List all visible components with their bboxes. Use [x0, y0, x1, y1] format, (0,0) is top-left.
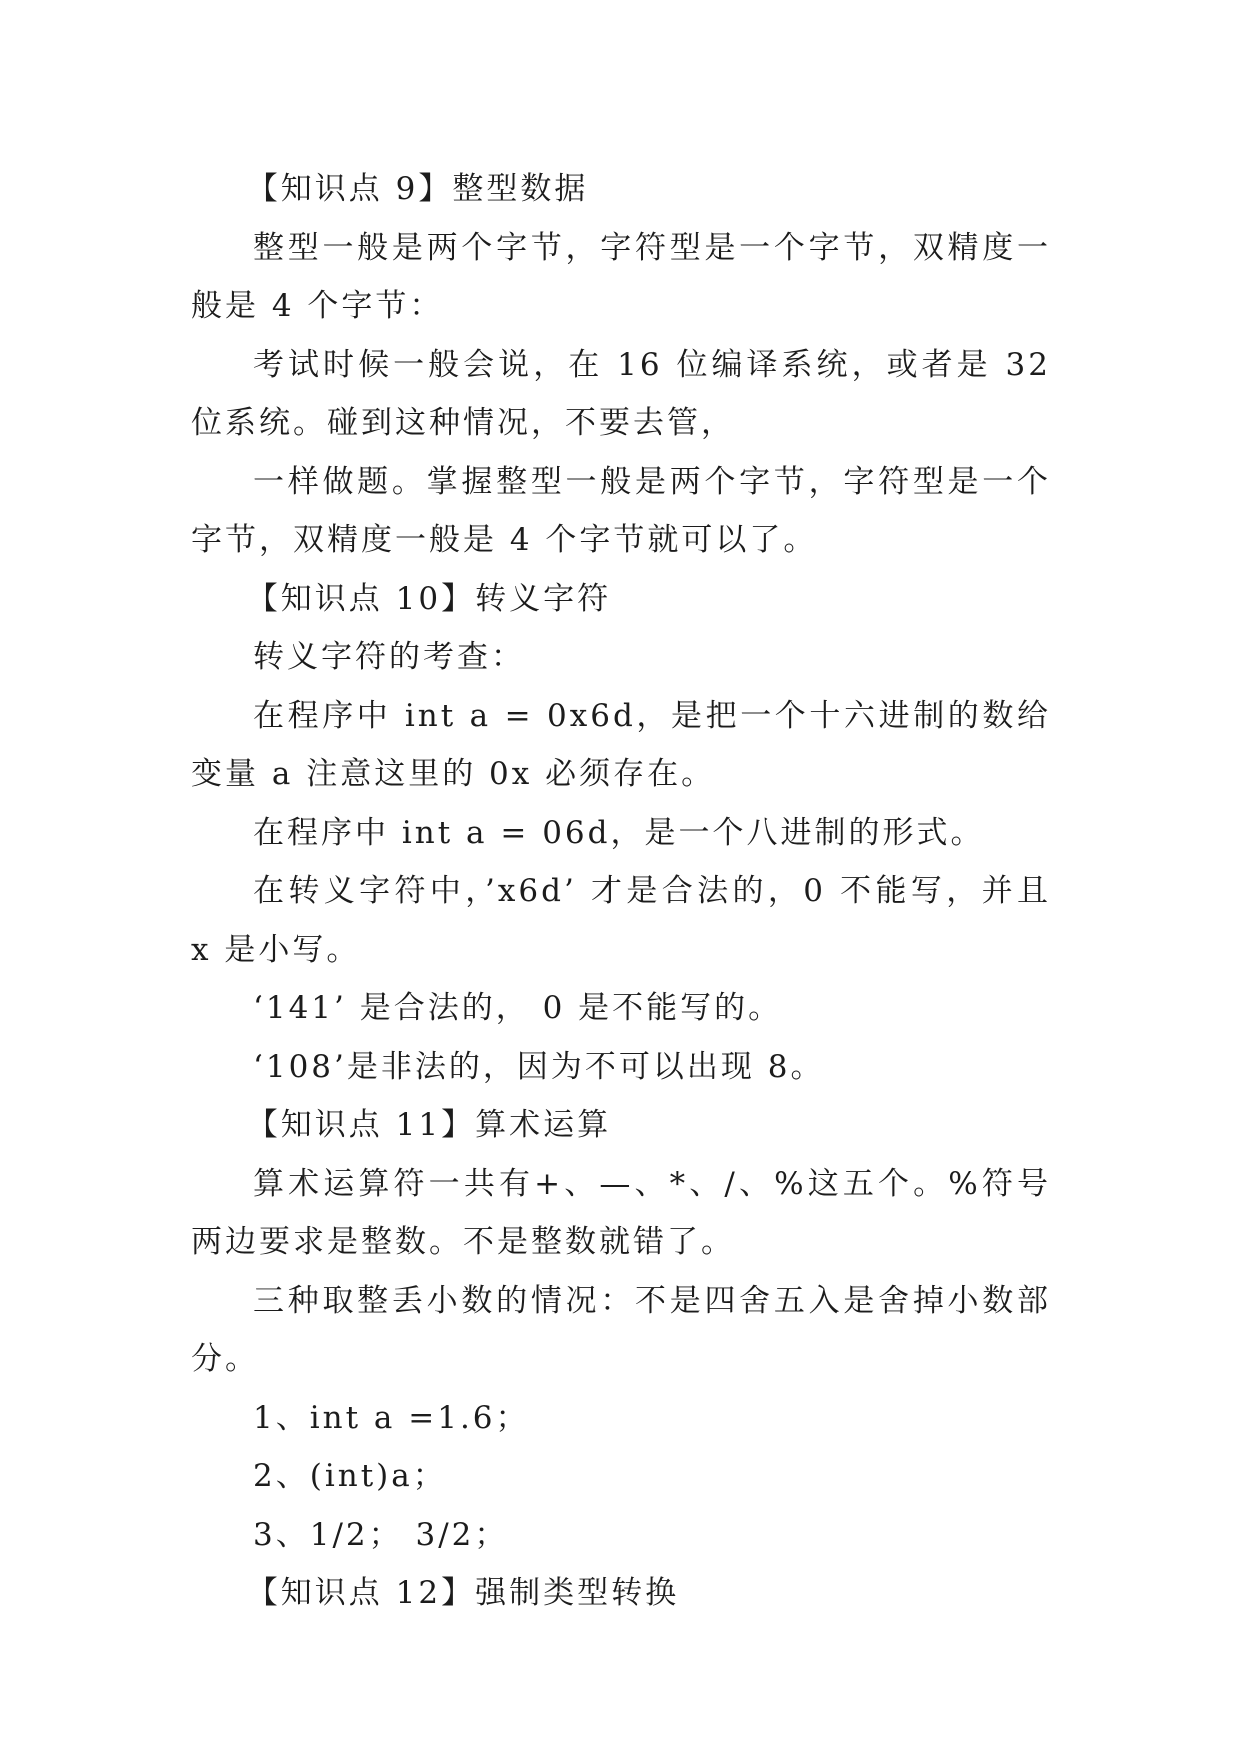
list-item: 1、int a =1.6； [253, 1399, 530, 1436]
paragraph: 考试时候一般会说，在 16 位编译系统，或者是 32 位系统。碰到这种情况，不要去管， [191, 346, 1051, 441]
paragraph: 三种取整丢小数的情况：不是四舍五入是舍掉小数部分。 [191, 1282, 1051, 1377]
section-heading-12: 【知识点 12】强制类型转换 [246, 1575, 680, 1611]
paragraph: 在程序中 int a = 06d，是一个八进制的形式。 [253, 814, 985, 851]
section-heading-9: 【知识点 9】整型数据 [246, 171, 589, 207]
paragraph: 在程序中 int a = 0x6d，是把一个十六进制的数给变量 a 注意这里的 0x 必须存在。 [191, 697, 1051, 792]
paragraph: 在转义字符中，’x6d’ 才是合法的，0 不能写，并且 x 是小写。 [191, 873, 1051, 968]
paragraph: ‘108’是非法的，因为不可以出现 8。 [253, 1048, 825, 1085]
list-item: 3、1/2； 3/2； [253, 1516, 509, 1553]
paragraph: 整型一般是两个字节，字符型是一个字节，双精度一般是 4 个字节： [191, 229, 1051, 324]
paragraph: ‘141’ 是合法的， 0 是不能写的。 [253, 990, 783, 1026]
paragraph: 一样做题。掌握整型一般是两个字节，字符型是一个字节，双精度一般是 4 个字节就可以了。 [191, 463, 1051, 558]
paragraph: 算术运算符一共有+、—、*、/、%这五个。%符号两边要求是整数。不是整数就错了。 [191, 1165, 1051, 1260]
list-item: 2、(int)a； [253, 1458, 447, 1494]
section-heading-10: 【知识点 10】转义字符 [246, 580, 612, 617]
paragraph: 转义字符的考查： [253, 639, 525, 675]
document-body [191, 160, 1051, 1623]
section-heading-11: 【知识点 11】算术运算 [246, 1107, 612, 1143]
